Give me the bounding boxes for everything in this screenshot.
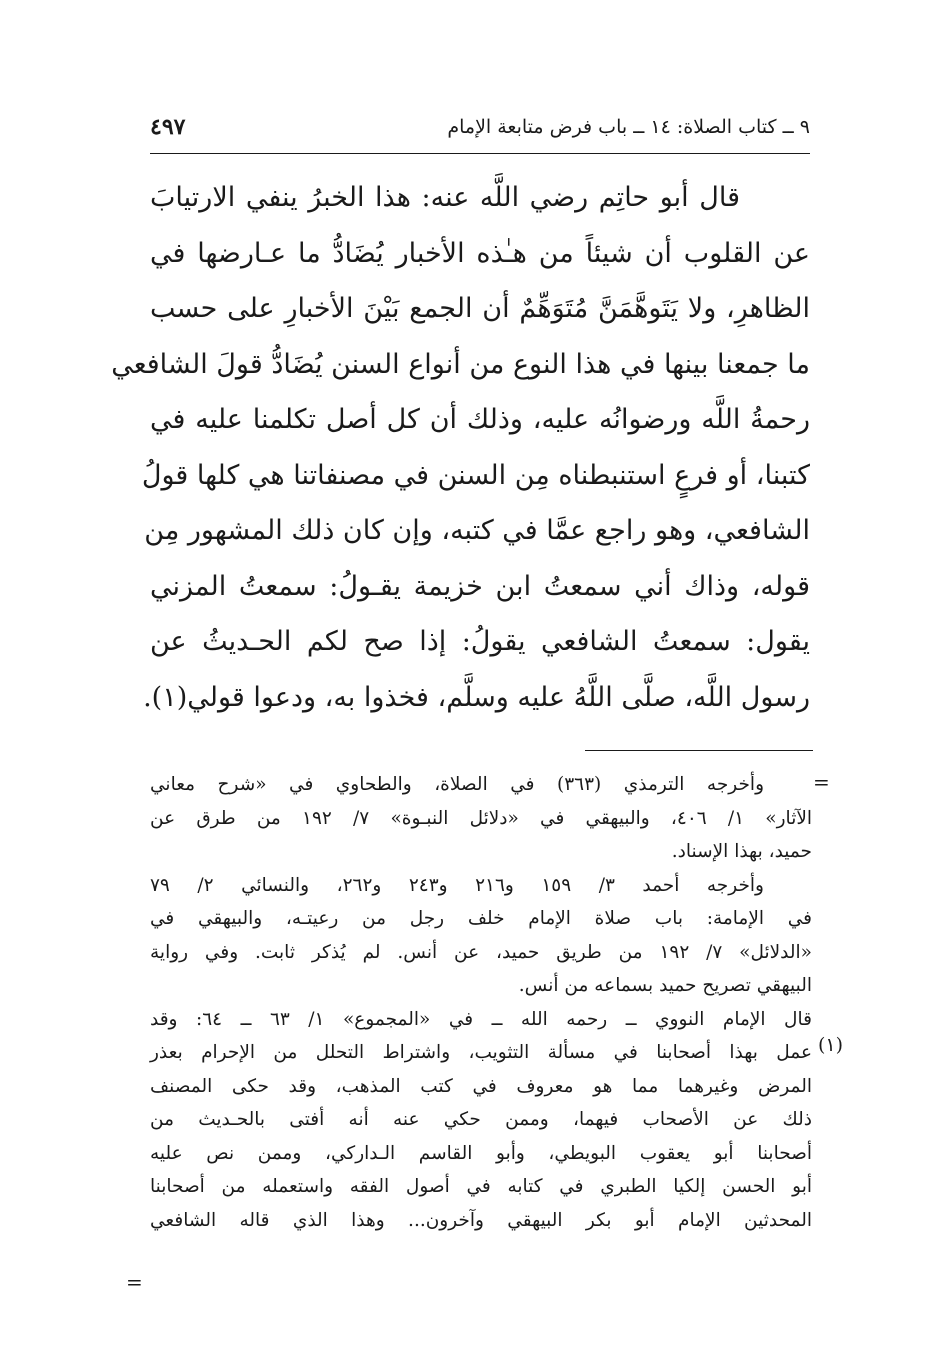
body-line: ما جمعنا بينها في هذا النوع من أنواع السنن يُضَادُّ قولَ الشافعي [111,348,810,380]
footnote-line: البيهقي تصريح حميد بسماعه من أنس. [518,975,812,996]
body-line: يقول: سمعتُ الشافعي يقولُ: إذا صح لكم الحـديثُ عن [150,626,810,657]
body-line: عن القلوب أن شيئاً من هـٰذه الأخبار يُضَادُّ ما عـارضها في [150,237,810,269]
footnote-number: (١) [818,1034,844,1056]
footnotes [150,768,812,1237]
body-line: كتبنا، أو فرعٍ استنبطناه مِن السنن في مصنفاتنا هي كلها قولُ [141,459,810,491]
footnote-paragraph [150,869,812,1003]
header-rule [150,153,810,154]
footnote-line: أبو الحسن إلكيا الطبري في كتابه في أصول الفقه واستعمله من أصحابنا [150,1176,812,1197]
footnote-line: المرض وغيرهما مما هو معروف في كتب المذهب، وقد حكى المصنف [150,1075,812,1097]
footnote-line: حميد، بهذا الإسناد. [671,841,812,862]
body-line: رسول اللَّه، صلَّى اللَّهُ عليه وسلَّم، فخذوا به، ودعوا قولي(١). [143,681,810,713]
footnote-line: قال الإمام النووي ــ رحمه الله ــ في «المجموع» ١/ ٦٣ ــ ٦٤: وقد [150,1008,812,1030]
footnote-continued-marker: = [813,770,830,794]
footnote-line: ذلك عن الأصحاب فيهما، وممن حكي عنه أنه أفتى بالحـديث من [150,1109,812,1130]
body-line: قوله، وذاك أني سمعتُ ابن خزيمة يقـولُ: سمعتُ المزني [150,570,810,602]
body-line: رحمةُ اللَّه ورضوانُه عليه، وذلك أن كل أصل تكلمنا عليه في [150,404,810,435]
running-head [150,112,810,148]
footnote-rule [585,750,813,751]
footnote-line: الآثار» ١/ ٤٠٦، والبيهقي في «دلائل النبـوة» ٧/ ١٩٢ من طرق عن [150,807,813,829]
footnote-continues-marker: = [126,1270,143,1294]
body-line: قال أبو حاتِم رضي اللَّه عنه: هذا الخبرُ ينفي الارتيابَ [150,182,740,213]
page-number: ٤٩٧ [150,114,186,140]
chapter-title: ٩ ــ كتاب الصلاة: ١٤ ــ باب فرض متابعة الإمام [447,116,810,138]
body-line: الشافعي، وهو راجع عمَّا في كتبه، وإن كان ذلك المشهور مِن [144,515,810,546]
footnote-line: أصحابنا أبو يعقوب البويطي، وأبو القاسم الـداركي، وممن نص عليه [150,1142,812,1164]
footnote-line: وأخرجه الترمذي (٣٦٣) في الصلاة، والطحاوي في «شرح معاني [150,774,765,795]
footnote-line: في الإمامة: باب صلاة الإمام خلف رجل من رعيتـه، والبيهقي في [150,908,812,929]
main-text [111,170,810,725]
body-line: الظاهرِ، ولا يَتَوهَّمَنَّ مُتَوَهِّمٌ أن الجمع بَيْنَ الأخبارِ على حسب [150,293,810,324]
footnote-line: «الدلائل» ٧/ ١٩٢ من طريق حميد، عن أنس. لم يُذكر ثابت. وفي رواية [150,941,812,963]
footnote-1 [150,1003,812,1238]
footnote-paragraph [150,768,812,869]
footnote-line: المحدثين الإمام أبو بكر البيهقي وآخرون... وهذا الذي قاله الشافعي [150,1209,812,1231]
footnote-line: وأخرجه أحمد ٣/ ١٥٩ و٢١٦ و٢٤٣ و٢٦٢، والنسائي ٢/ ٧٩ [150,874,764,896]
footnote-line: عمل بهذا أصحابنا في مسألة التثويب، واشتراط التحلل من الإحرام بعذر [150,1042,812,1063]
